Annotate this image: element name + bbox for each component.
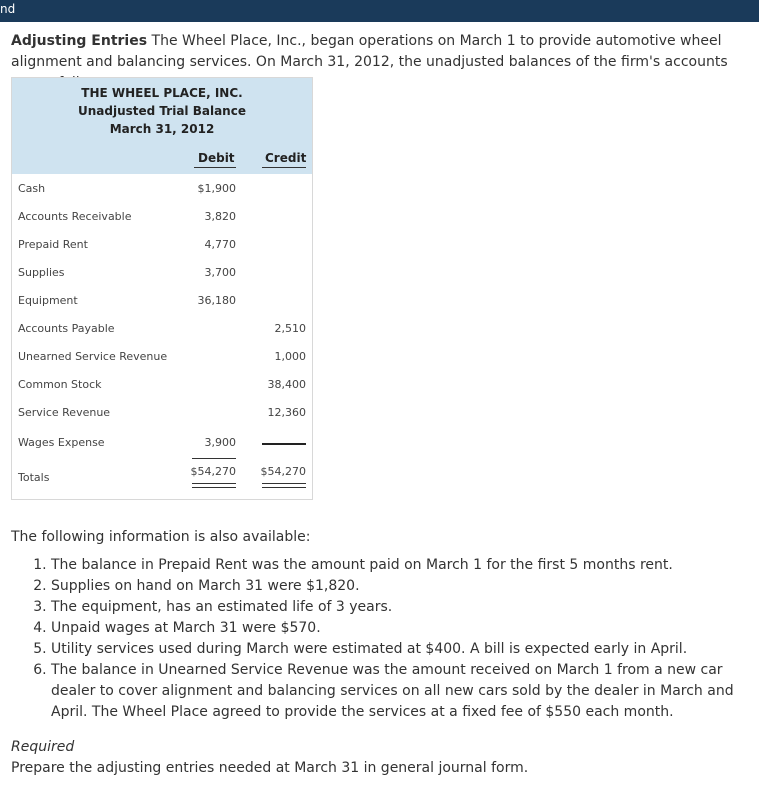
- list-item: 3. The equipment, has an estimated life of 3 years.: [51, 597, 759, 618]
- table-row-credit: 2,510: [274, 322, 306, 335]
- debit-header: Debit: [198, 151, 235, 165]
- company-name: THE WHEEL PLACE, INC.: [81, 86, 243, 100]
- table-row-account: Prepaid Rent: [18, 238, 88, 251]
- statement-date: March 31, 2012: [109, 122, 215, 136]
- table-row-account: Supplies: [18, 266, 65, 279]
- credit-total-rule-1: [262, 483, 306, 484]
- table-row-credit: 1,000: [274, 350, 306, 363]
- required-text: Prepare the adjusting entries needed at March 31 in general journal form.: [11, 760, 529, 776]
- table-row-debit: 3,820: [204, 210, 236, 223]
- list-item: 5. Utility services used during March were estimated at $400. A bill is expected early in April.: [51, 639, 759, 660]
- debit-header-rule: [194, 167, 236, 168]
- trial-balance-header: [12, 78, 312, 174]
- list-item: 1. The balance in Prepaid Rent was the amount paid on March 1 for the first 5 months rent.: [51, 555, 759, 576]
- table-row-account: Accounts Payable: [18, 322, 115, 335]
- table-row-account: Service Revenue: [18, 406, 111, 419]
- total-credit: $54,270: [260, 465, 306, 478]
- top-bar: [0, 0, 759, 22]
- table-row-account: Accounts Receivable: [18, 210, 132, 223]
- information-list: [26, 555, 759, 723]
- debit-subtotal-rule: [192, 458, 236, 459]
- info-intro: The following information is also available:: [11, 529, 311, 545]
- required-label: Required: [11, 739, 75, 755]
- trial-balance-table: [11, 77, 313, 500]
- intro-lead: Adjusting Entries: [11, 33, 148, 49]
- credit-header-rule: [262, 167, 306, 168]
- credit-subtotal-rule: [262, 443, 306, 445]
- total-debit: $54,270: [190, 465, 236, 478]
- table-row-account: Cash: [18, 182, 46, 195]
- table-row-account: Unearned Service Revenue: [18, 350, 168, 363]
- table-row-debit: $1,900: [197, 182, 236, 195]
- credit-header: Credit: [265, 151, 307, 165]
- statement-title: Unadjusted Trial Balance: [78, 104, 246, 118]
- intro-text: The Wheel Place, Inc., began operations on March 1 to provide automotive wheel alignment and balancing services. On March 31, 2012, the unadjusted balances of the firm's accounts: [11, 33, 728, 70]
- debit-total-rule-2: [192, 487, 236, 488]
- table-row-debit: 36,180: [197, 294, 236, 307]
- table-row-debit: 3,700: [204, 266, 236, 279]
- table-row-account: Equipment: [18, 294, 78, 307]
- table-row-debit: 3,900: [204, 436, 236, 449]
- totals-label: Totals: [18, 471, 50, 484]
- credit-total-rule-2: [262, 487, 306, 488]
- list-item: 4. Unpaid wages at March 31 were $570.: [51, 618, 759, 639]
- table-row-credit: 38,400: [267, 378, 306, 391]
- list-item: 6. The balance in Unearned Service Revenue was the amount received on March 1 from a new car dealer to cover alignment and balancing services on all new cars sold by the dealer in March and April. The Wheel Place agreed to provide the services at a fixed fee of $550 each month.: [51, 660, 759, 723]
- table-row-credit: 12,360: [267, 406, 306, 419]
- table-row-account: Wages Expense: [18, 436, 105, 449]
- header-fragment: nd: [0, 2, 16, 16]
- list-item: 2. Supplies on hand on March 31 were $1,820.: [51, 576, 759, 597]
- table-row-account: Common Stock: [18, 378, 102, 391]
- table-row-debit: 4,770: [204, 238, 236, 251]
- debit-total-rule-1: [192, 483, 236, 484]
